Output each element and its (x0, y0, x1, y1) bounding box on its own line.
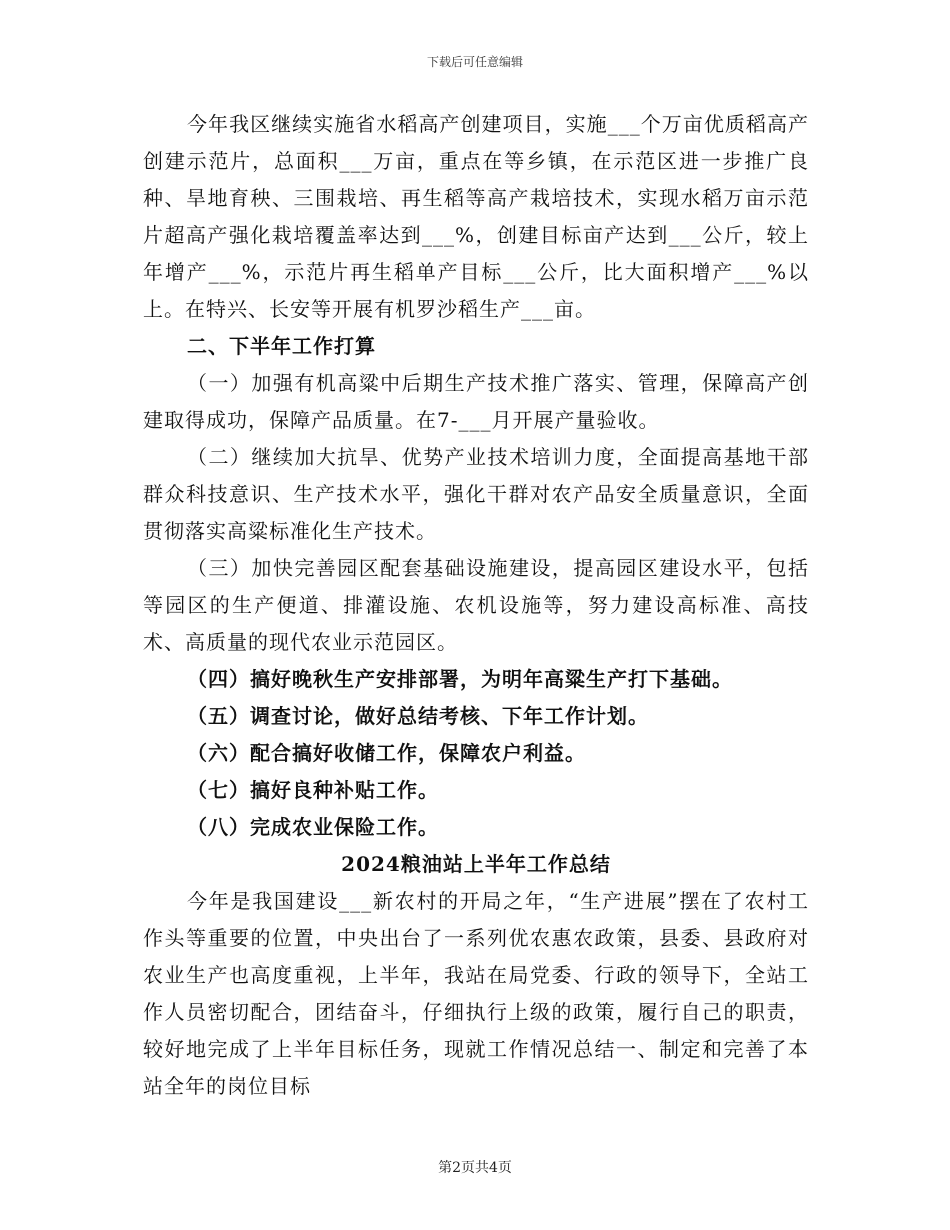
page-number: 第2页共4页 (438, 1160, 512, 1176)
plan-item-6: （六）配合搞好收储工作，保障农户利益。 (187, 741, 586, 765)
paragraph-summary-intro: 今年是我国建设___新农村的开局之年，“生产进展”摆在了农村工作头等重要的位置，中央出台了一系列优农惠农政策，县委、县政府对农业生产也高度重视，上半年，我站在局党委、行政的领导下，全站工作人员密切配合，团结奋斗，仔细执行上级的政策，履行自己的职责，较好地完成了上半年目标任务，现就工作情况总结一、制定和完善了本站全年的岗位目标 (143, 889, 809, 1098)
heading-second-half-plan: 二、下半年工作打算 (187, 334, 376, 358)
page-header-note: 下载后可任意编辑 (426, 55, 523, 69)
section-title: 2024粮油站上半年工作总结 (341, 852, 611, 876)
plan-item-1: （一）加强有机高粱中后期生产技术推广落实、管理，保障高产创建取得成功，保障产品质量。在7-___月开展产量验收。 (143, 371, 809, 432)
plan-item-3: （三）加快完善园区配套基础设施建设，提高园区建设水平，包括等园区的生产便道、排灌设施、农机设施等，努力建设高标准、高技术、高质量的现代农业示范园区。 (143, 556, 809, 654)
plan-item-8: （八）完成农业保险工作。 (187, 815, 439, 839)
plan-item-4: （四）搞好晚秋生产安排部署，为明年高粱生产打下基础。 (187, 667, 733, 691)
plan-item-7: （七）搞好良种补贴工作。 (187, 778, 439, 802)
plan-item-2: （二）继续加大抗旱、优势产业技术培训力度，全面提高基地干部群众科技意识、生产技术水平，强化干群对农产品安全质量意识，全面贯彻落实高粱标准化生产技术。 (143, 445, 809, 543)
plan-item-5: （五）调查讨论，做好总结考核、下年工作计划。 (187, 704, 649, 728)
paragraph-rice-project: 今年我区继续实施省水稻高产创建项目，实施___个万亩优质稻高产创建示范片，总面积___万亩，重点在等乡镇，在示范区进一步推广良种、旱地育秧、三围栽培、再生稻等高产栽培技术，实现水稻万亩示范片超高产强化栽培覆盖率达到___%，创建目标亩产达到___公斤，较上年增产___%，示范片再生稻单产目标___公斤，比大面积增产___%以上。在特兴、长安等开展有机罗沙稻生产___亩。 (143, 112, 809, 321)
document-body (143, 106, 809, 1105)
